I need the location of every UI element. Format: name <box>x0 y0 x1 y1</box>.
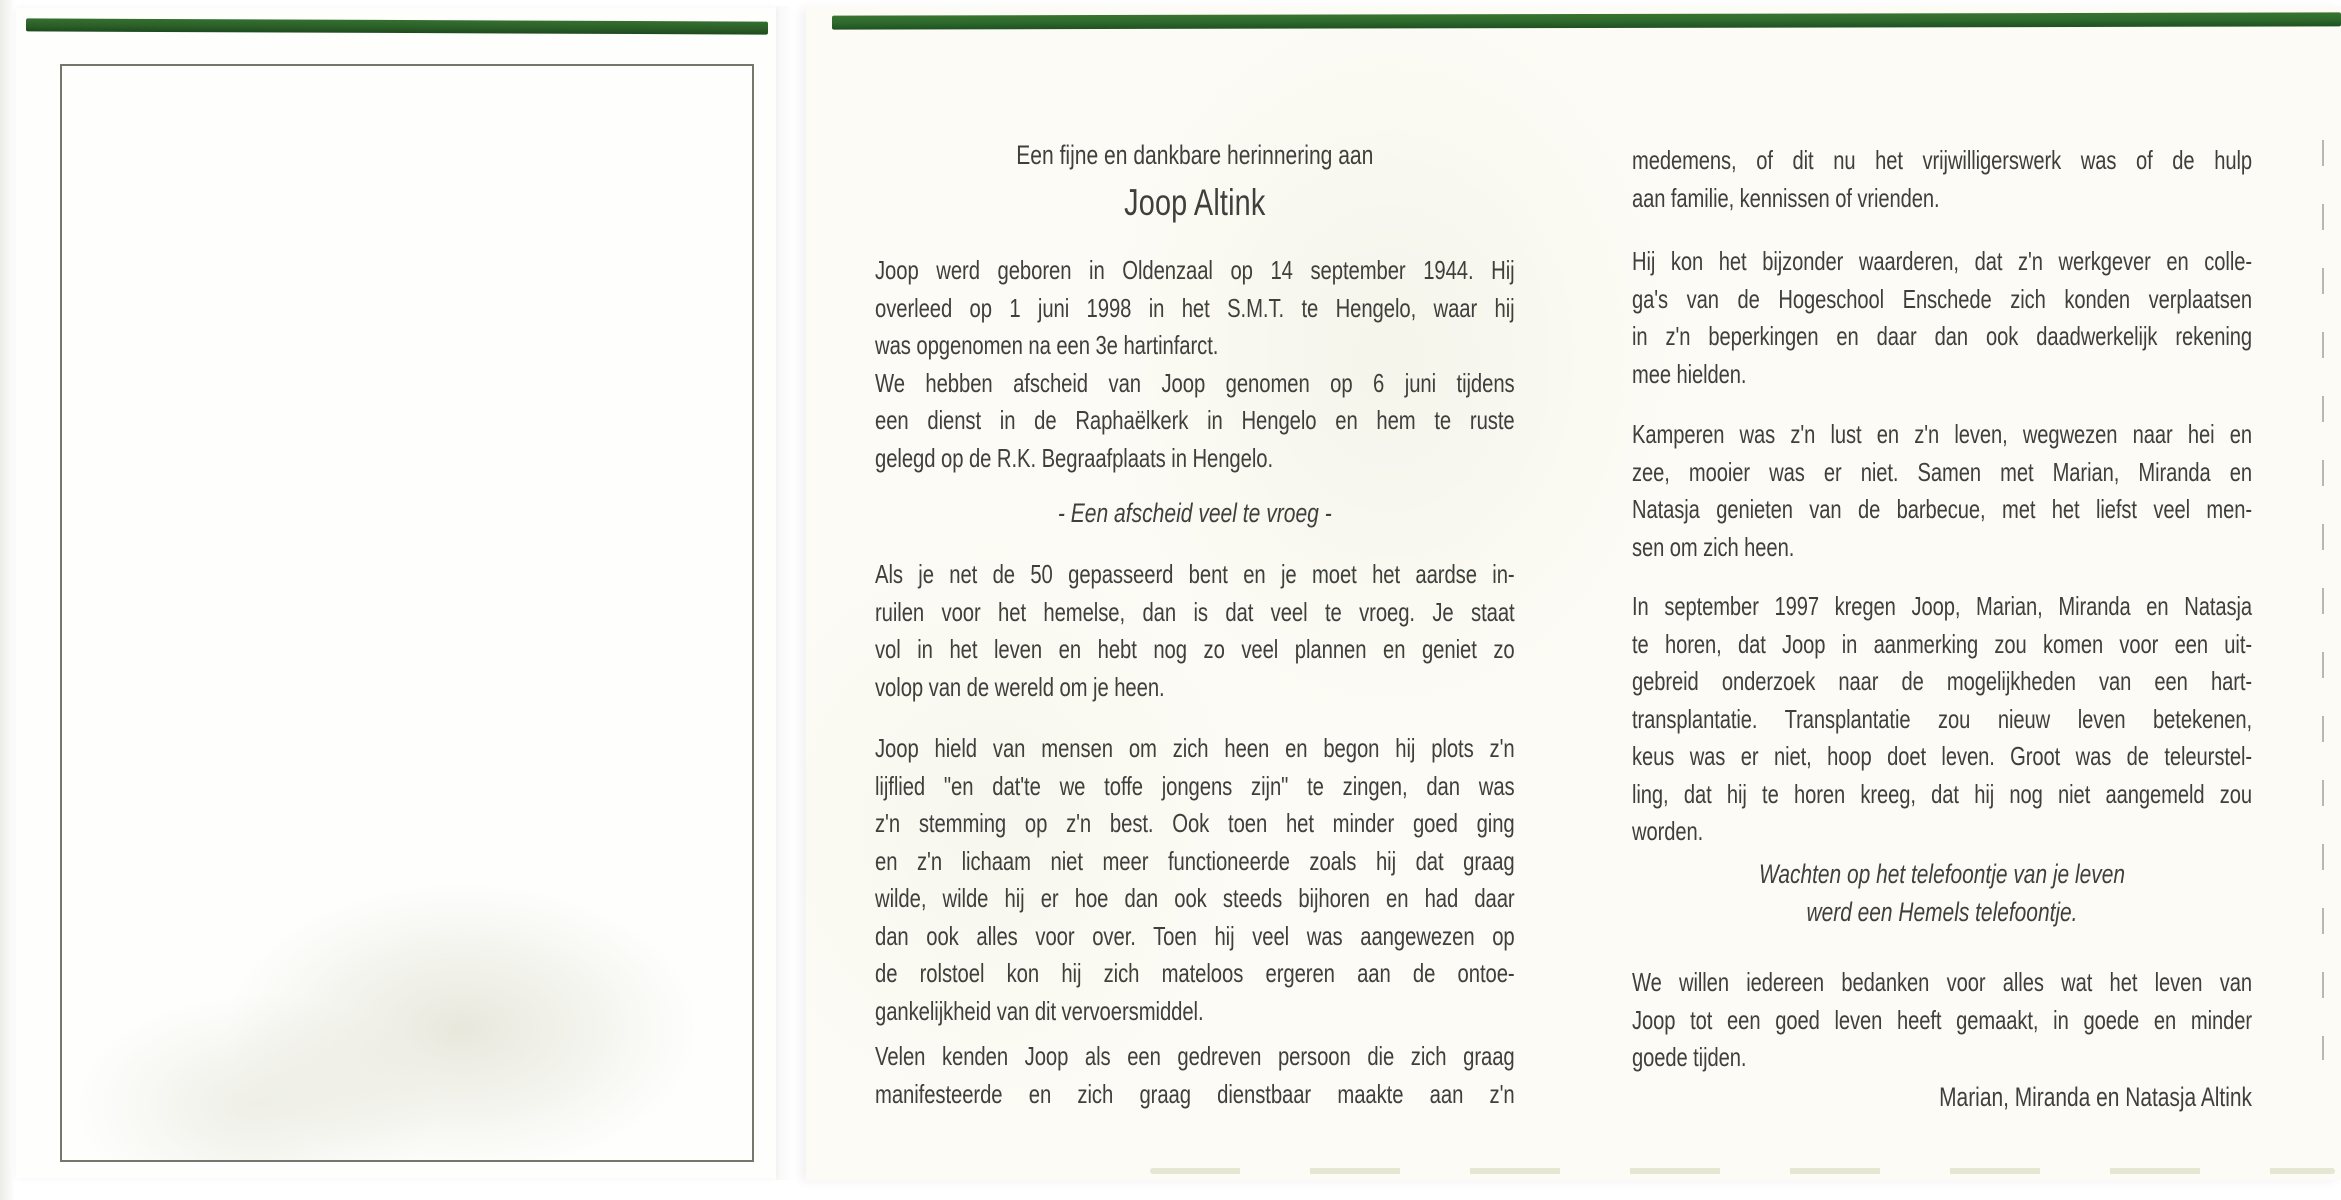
text-line: Kamperen was z'n lust en z'n leven, wegwezen naar hei en <box>1632 419 2252 449</box>
memorial-intro: Een fijne en dankbare herinnering aan <box>1016 140 1374 170</box>
text-line: goede tijden. <box>1632 1042 1747 1072</box>
left-blank-page <box>16 8 776 1178</box>
text-line: overleed op 1 juni 1998 in het S.M.T. te Hengelo, waar hij <box>875 292 1515 323</box>
paragraph-known <box>875 1038 1515 1113</box>
text-line: gebreid onderzoek naar de mogelijkheden van een hart- <box>1632 666 2252 696</box>
text-line: aan familie, kennissen of vrienden. <box>1632 182 1940 213</box>
text-line: lijflied "en dat'te we toffe jongens zijn" te zingen, dan was <box>875 770 1515 801</box>
verse-line-1: Wachten op het telefoontje van je leven <box>1758 859 2126 889</box>
text-line: gankelijkheid van dit vervoersmiddel. <box>875 995 1204 1026</box>
text-line: wilde, wilde hij er hoe dan ook steeds bijhoren en had daar <box>875 883 1515 913</box>
verse-line-2: werd een Hemels telefoontje. <box>1806 896 2078 927</box>
text-line: We hebben afscheid van Joop genomen op 6 juni tijdens <box>875 367 1515 398</box>
paragraph-farewell <box>875 365 1515 478</box>
text-line: We willen iedereen bedanken voor alles wat het leven van <box>1632 967 2252 997</box>
text-line: in z'n beperkingen en daar dan ook daadwerkelijk rekening <box>1632 321 2252 351</box>
text-line: manifesteerde en zich graag dienstbaar maakte aan z'n <box>875 1078 1515 1109</box>
text-line: sen om zich heen. <box>1632 531 1795 562</box>
text-line: ga's van de Hogeschool Enschede zich konden verplaatsen <box>1632 283 2252 314</box>
card-top-edge-right <box>832 12 2341 29</box>
scan-bottom-smudge <box>1150 1168 2335 1174</box>
text-line: was opgenomen na een 3e hartinfarct. <box>875 330 1219 360</box>
text-line: te horen, dat Joop in aanmerking zou komen voor een uit- <box>1632 628 2252 659</box>
text-line: mee hielden. <box>1632 358 1747 389</box>
deceased-name: Joop Altink <box>1124 182 1266 223</box>
scan-edge-shadow <box>0 0 15 1200</box>
text-line: Velen kenden Joop als een gedreven persoon die zich graag <box>875 1041 1515 1071</box>
epigraph: - Een afscheid veel te vroeg - <box>1057 498 1332 528</box>
paragraph-employer <box>1632 243 2252 393</box>
text-line: medemens, of dit nu het vrijwilligerswerk was of de hulp <box>1632 145 2252 175</box>
text-line: Joop werd geboren in Oldenzaal op 14 september 1944. Hij <box>875 255 1515 285</box>
paragraph-too-early <box>875 556 1515 706</box>
text-line: worden. <box>1632 816 1704 846</box>
text-line: en z'n lichaam niet meer functioneerde zoals hij dat graag <box>875 845 1515 876</box>
text-line: z'n stemming op z'n best. Ook toen het minder goed ging <box>875 808 1515 838</box>
paragraph-fellowman <box>1632 142 2252 217</box>
text-line: volop van de wereld om je heen. <box>875 671 1165 702</box>
scan-right-edge-artifact <box>2322 140 2324 1060</box>
paragraph-birth <box>875 252 1515 365</box>
memorial-verse <box>1632 856 2252 931</box>
text-line: keus was er niet, hoop doet leven. Groot was de teleurstel- <box>1632 741 2252 771</box>
text-line: Joop tot een goed leven heeft gemaakt, in goede en minder <box>1632 1004 2252 1035</box>
paragraph-thanks <box>1632 964 2252 1077</box>
text-line: Als je net de 50 gepasseerd bent en je moet het aardse in- <box>875 559 1515 589</box>
text-line: een dienst in de Raphaëlkerk in Hengelo en hem te ruste <box>875 405 1515 435</box>
text-line: ling, dat hij te horen kreeg, dat hij nog niet aangemeld zou <box>1632 778 2252 809</box>
text-line: dan ook alles voor over. Toen hij veel was aangewezen op <box>875 920 1515 951</box>
photo-frame-border <box>60 64 754 1162</box>
paragraph-character <box>875 730 1515 1030</box>
paragraph-transplant <box>1632 588 2252 851</box>
text-line: gelegd op de R.K. Begraafplaats in Hengelo. <box>875 442 1274 473</box>
text-line: de rolstoel kon hij zich mateloos ergeren aan de ontoe- <box>875 958 1515 988</box>
paragraph-camping <box>1632 416 2252 566</box>
text-line: Joop hield van mensen om zich heen en begon hij plots z'n <box>875 733 1515 763</box>
text-line: Hij kon het bijzonder waarderen, dat z'n werkgever en colle- <box>1632 246 2252 276</box>
text-line: transplantatie. Transplantatie zou nieuw leven betekenen, <box>1632 703 2252 734</box>
text-line: In september 1997 kregen Joop, Marian, Miranda en Natasja <box>1632 591 2252 621</box>
text-line: vol in het leven en hebt nog zo veel plannen en geniet zo <box>875 634 1515 664</box>
page-fold-shadow <box>776 6 806 1180</box>
signature-family-names: Marian, Miranda en Natasja Altink <box>1939 1082 2252 1112</box>
text-line: ruilen voor het hemelse, dan is dat veel te vroeg. Je staat <box>875 596 1515 627</box>
text-line: Natasja genieten van de barbecue, met het liefst veel men- <box>1632 494 2252 524</box>
card-top-edge-left <box>26 18 768 34</box>
text-line: zee, mooier was er niet. Samen met Marian, Miranda en <box>1632 456 2252 487</box>
